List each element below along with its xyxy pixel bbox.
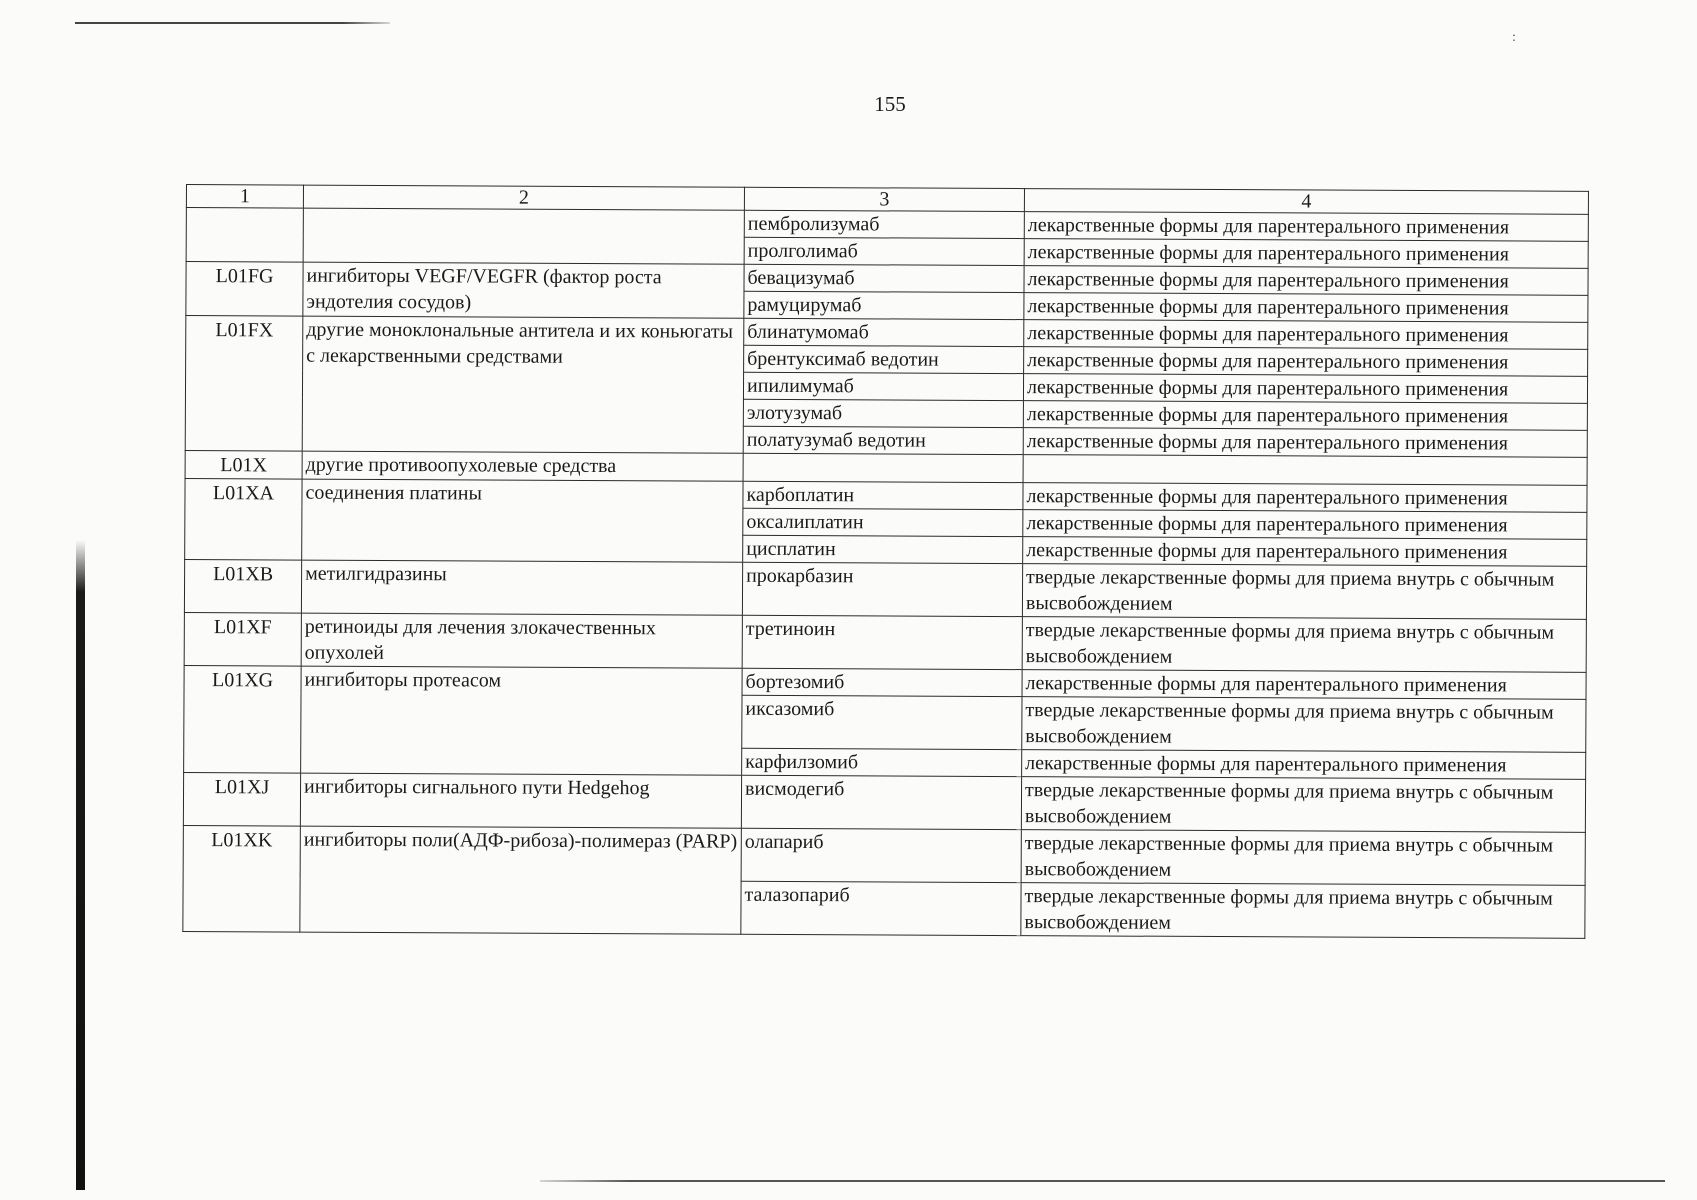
atc-code-cell: L01FX [185,316,303,452]
drug-name-cell: пембролизумаб [744,210,1024,238]
dosage-form-cell: лекарственные формы для парентерального применения [1024,293,1588,323]
scan-artifact-bottom-line [540,1180,1665,1182]
dosage-form-cell: лекарственные формы для парентерального применения [1023,374,1587,404]
scan-artifact-dot: : [1512,30,1516,45]
drug-name-cell: иксазомиб [742,695,1022,749]
column-header: 3 [744,187,1024,211]
dosage-form-cell: лекарственные формы для парентерального применения [1022,670,1586,700]
atc-code-cell: L01XA [185,478,302,560]
dosage-form-cell: лекарственные формы для парентерального применения [1023,483,1587,513]
table-row [184,665,1586,699]
table-row [185,478,1587,512]
drug-name-cell: бевацизумаб [744,264,1024,292]
drug-name-cell: элотузумаб [743,399,1023,427]
drug-name-cell [743,453,1023,482]
dosage-form-cell: лекарственные формы для парентерального применения [1024,320,1588,350]
atc-group-name-cell [303,208,744,264]
drug-name-cell: пролголимаб [744,237,1024,265]
atc-code-cell: L01XK [183,825,301,932]
dosage-form-cell: твердые лекарственные формы для приема внутрь с обычным высвобождением [1021,883,1585,939]
drug-name-cell: ипилимумаб [743,372,1023,400]
atc-group-name-cell: ингибиторы сигнального пути Hedgehog [300,773,741,828]
drug-name-cell: карбоплатин [743,481,1023,509]
table-row [186,208,1588,242]
column-header: 2 [303,185,744,210]
atc-code-cell: L01XB [184,559,301,613]
atc-code-cell: L01XJ [183,772,300,826]
drug-name-cell: оксалиплатин [743,508,1023,536]
dosage-form-cell: лекарственные формы для парентерального применения [1023,510,1587,540]
scan-artifact-left-bar [76,540,85,1190]
dosage-form-cell: лекарственные формы для парентерального применения [1023,537,1587,567]
drug-name-cell: брентуксимаб ведотин [744,345,1024,373]
atc-group-name-cell: ингибиторы VEGF/VEGFR (фактор роста эндотелия сосудов) [303,262,744,318]
dosage-form-cell: лекарственные формы для парентерального применения [1022,750,1586,780]
drug-name-cell: олапариб [741,828,1021,882]
page-number: 155 [874,92,906,116]
atc-group-name-cell: ретиноиды для лечения злокачественных опухолей [301,613,742,668]
table-row [183,825,1585,885]
dosage-form-cell: лекарственные формы для парентерального применения [1023,428,1587,458]
dosage-form-cell: твердые лекарственные формы для приема внутрь с обычным высвобождением [1021,830,1585,886]
table-body [183,208,1589,939]
table-row [184,612,1586,672]
atc-group-name-cell: ингибиторы протеасом [301,666,743,775]
drug-name-cell: третиноин [742,615,1022,669]
atc-group-name-cell: другие противоопухолевые средства [302,451,743,481]
atc-code-cell: L01XF [184,612,301,666]
drug-name-cell: висмодегиб [741,775,1021,829]
atc-code-cell: L01X [185,450,302,479]
dosage-form-cell: лекарственные формы для парентерального применения [1024,212,1588,242]
drug-name-cell: талазопариб [741,881,1021,935]
scan-artifact-top-line [75,22,390,24]
drug-name-cell: бортезомиб [742,668,1022,696]
dosage-form-cell: лекарственные формы для парентерального применения [1024,239,1588,269]
dosage-form-cell: лекарственные формы для парентерального применения [1024,266,1588,296]
table-row [184,559,1586,619]
atc-group-name-cell: соединения платины [302,479,743,562]
column-header: 4 [1024,189,1588,215]
drug-name-cell: прокарбазин [742,562,1022,616]
drug-name-cell: цисплатин [743,535,1023,563]
dosage-form-cell: твердые лекарственные формы для приема внутрь с обычным высвобождением [1021,777,1585,833]
drug-name-cell: рамуцирумаб [744,291,1024,319]
atc-group-name-cell: ингибиторы поли(АДФ-рибоза)-полимераз (PARP) [300,826,742,934]
dosage-form-cell: твердые лекарственные формы для приема внутрь с обычным высвобождением [1022,564,1586,620]
dosage-form-cell: твердые лекарственные формы для приема внутрь с обычным высвобождением [1022,697,1586,753]
dosage-form-cell: лекарственные формы для парентерального применения [1023,401,1587,431]
dosage-form-cell [1023,455,1587,486]
atc-code-cell: L01FG [186,262,303,317]
drug-table [182,184,1589,939]
drug-name-cell: блинатумомаб [744,318,1024,346]
atc-group-name-cell: другие моноклональные антитела и их коньюгаты с лекарственными средствами [302,316,744,453]
table-row [183,772,1585,832]
drug-name-cell: полатузумаб ведотин [743,426,1023,454]
dosage-form-cell: твердые лекарственные формы для приема внутрь с обычным высвобождением [1022,617,1586,673]
atc-code-cell [186,208,303,263]
drug-name-cell: карфилзомиб [742,748,1022,776]
column-header: 1 [186,185,303,209]
atc-group-name-cell: метилгидразины [301,560,742,615]
atc-code-cell: L01XG [184,665,302,773]
dosage-form-cell: лекарственные формы для парентерального применения [1024,347,1588,377]
